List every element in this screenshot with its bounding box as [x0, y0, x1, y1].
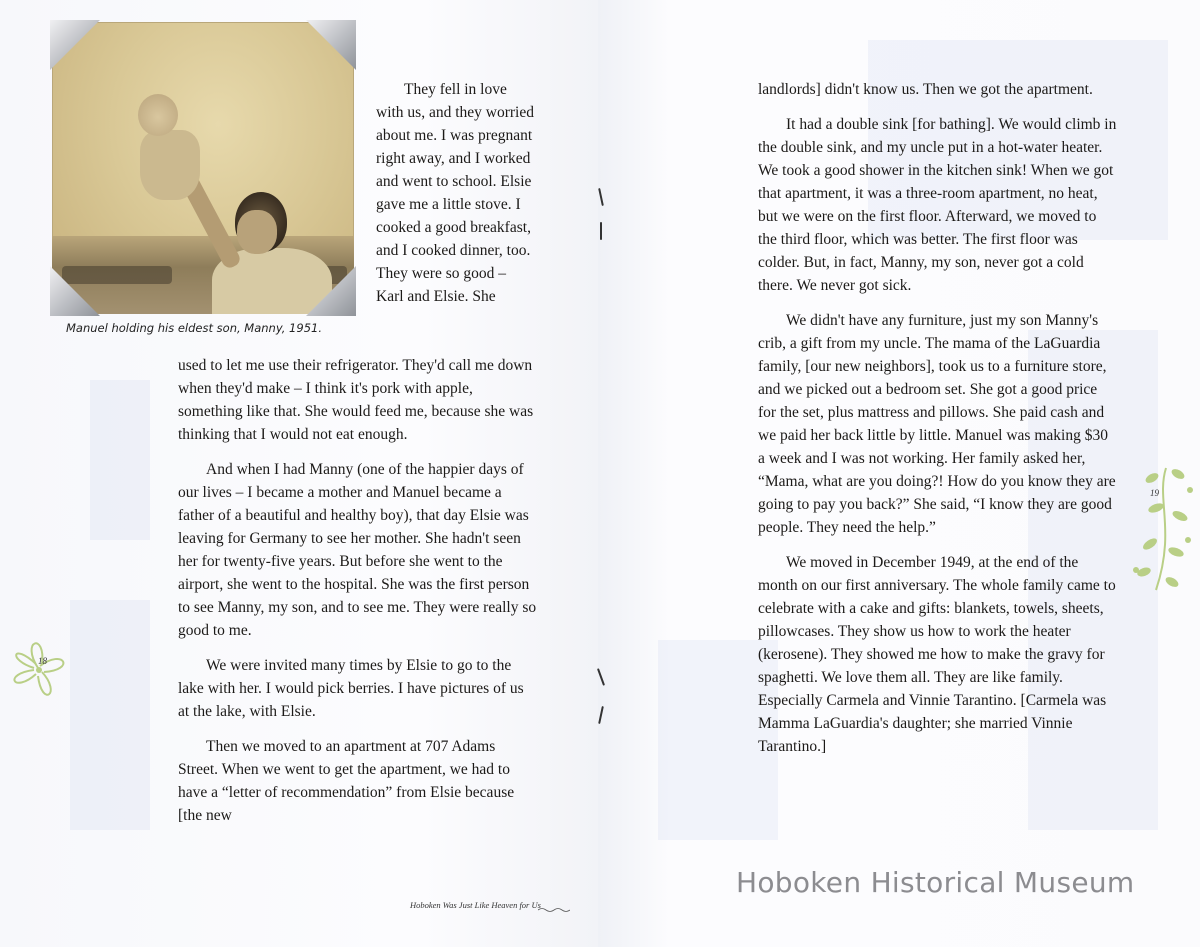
- left-text-column: [178, 354, 538, 839]
- staple: [600, 222, 602, 240]
- bleed-through: [90, 380, 150, 540]
- paragraph: We were invited many times by Elsie to go to the lake with her. I would pick berries. I have pictures of us at the lake, with Elsie.: [178, 657, 524, 720]
- flower-icon: [0, 630, 78, 710]
- man-face: [237, 210, 277, 254]
- paragraph: landlords] didn't know us. Then we got the apartment.: [758, 81, 1093, 98]
- paragraph: We didn't have any furniture, just my son Manny's crib, a gift from my uncle. The mama of the LaGuardia family, [our new neighbors], took us to a furniture store, and we picked out a bedroom set. She got a good price for the set, plus mattress and pillows. She paid cash and we paid her back little by little. Manuel was making $30 a week and I was not working. Her family asked her, “Mama, what are you doing?! How do you know they are going to pay you back?” She said, “I know they are good people. They need the help.”: [758, 312, 1116, 536]
- photo: [52, 22, 354, 314]
- wave-ornament-icon: [538, 907, 570, 913]
- right-text-column: [758, 78, 1118, 770]
- baby-head: [138, 94, 178, 136]
- paragraph: used to let me use their refrigerator. They'd call me down when they'd make – I think it's pork with apple, something like that. She would feed me, because she was thinking that I would not eat enough.: [178, 357, 534, 443]
- page-number: 19: [1150, 488, 1159, 498]
- paragraph: And when I had Manny (one of the happier days of our lives – I became a mother and Manuel became a father of a beautiful and healthy boy), that day Elsie was leaving for Germany to see her mother. She hadn't seen her for twenty-five years. But before she went to the airport, she went to the hospital. She was the first person to see Manny, my son, and to see me. They were really so good to me.: [178, 461, 537, 639]
- paragraph: It had a double sink [for bathing]. We would climb in the double sink, and my uncle put in a hot-water heater. We took a good shower in the kitchen sink! When we got that apartment, it was a three-room apartment, no heat, but we were on the first floor. Afterward, we moved to the third floor, which was better. The first floor was colder. But, in fact, Manny, my son, never got a cold there. We never got sick.: [758, 116, 1117, 294]
- right-page: [598, 0, 1200, 947]
- paragraph: We moved in December 1949, at the end of the month on our first anniversary. The whole family came to celebrate with a cake and gifts: blankets, towels, sheets, pillowcases. They show us how to work the heater (kerosene). They showed me how to make the gravy for spaghetti. We love them all. They are like family. Especially Carmela and Vinnie Tarantino. [Carmela was Mamma LaGuardia's daughter; she married Vinnie Tarantino.]: [758, 554, 1116, 755]
- crowd: [62, 266, 172, 284]
- photo-image: [52, 22, 354, 314]
- watermark: Hoboken Historical Museum: [736, 866, 1135, 899]
- paragraph: Then we moved to an apartment at 707 Adams Street. When we went to get the apartment, we had to have a “letter of recommendation” from Elsie because [the new: [178, 738, 515, 824]
- narrow-column: [376, 78, 536, 308]
- running-footer: Hoboken Was Just Like Heaven for Us: [410, 900, 541, 910]
- bleed-through: [70, 600, 150, 830]
- baby-figure: [140, 130, 200, 200]
- vine-icon: [1126, 460, 1198, 600]
- paragraph: They fell in love with us, and they worried about me. I was pregnant right away, and I worked and went to school. Elsie gave me a little stove. I cooked a good breakfast, and I cooked dinner, too. They were so good – Karl and Elsie. She: [376, 81, 534, 305]
- left-page: [0, 0, 598, 947]
- photo-caption: Manuel holding his eldest son, Manny, 1951.: [66, 321, 322, 335]
- page-number: 18: [38, 656, 47, 666]
